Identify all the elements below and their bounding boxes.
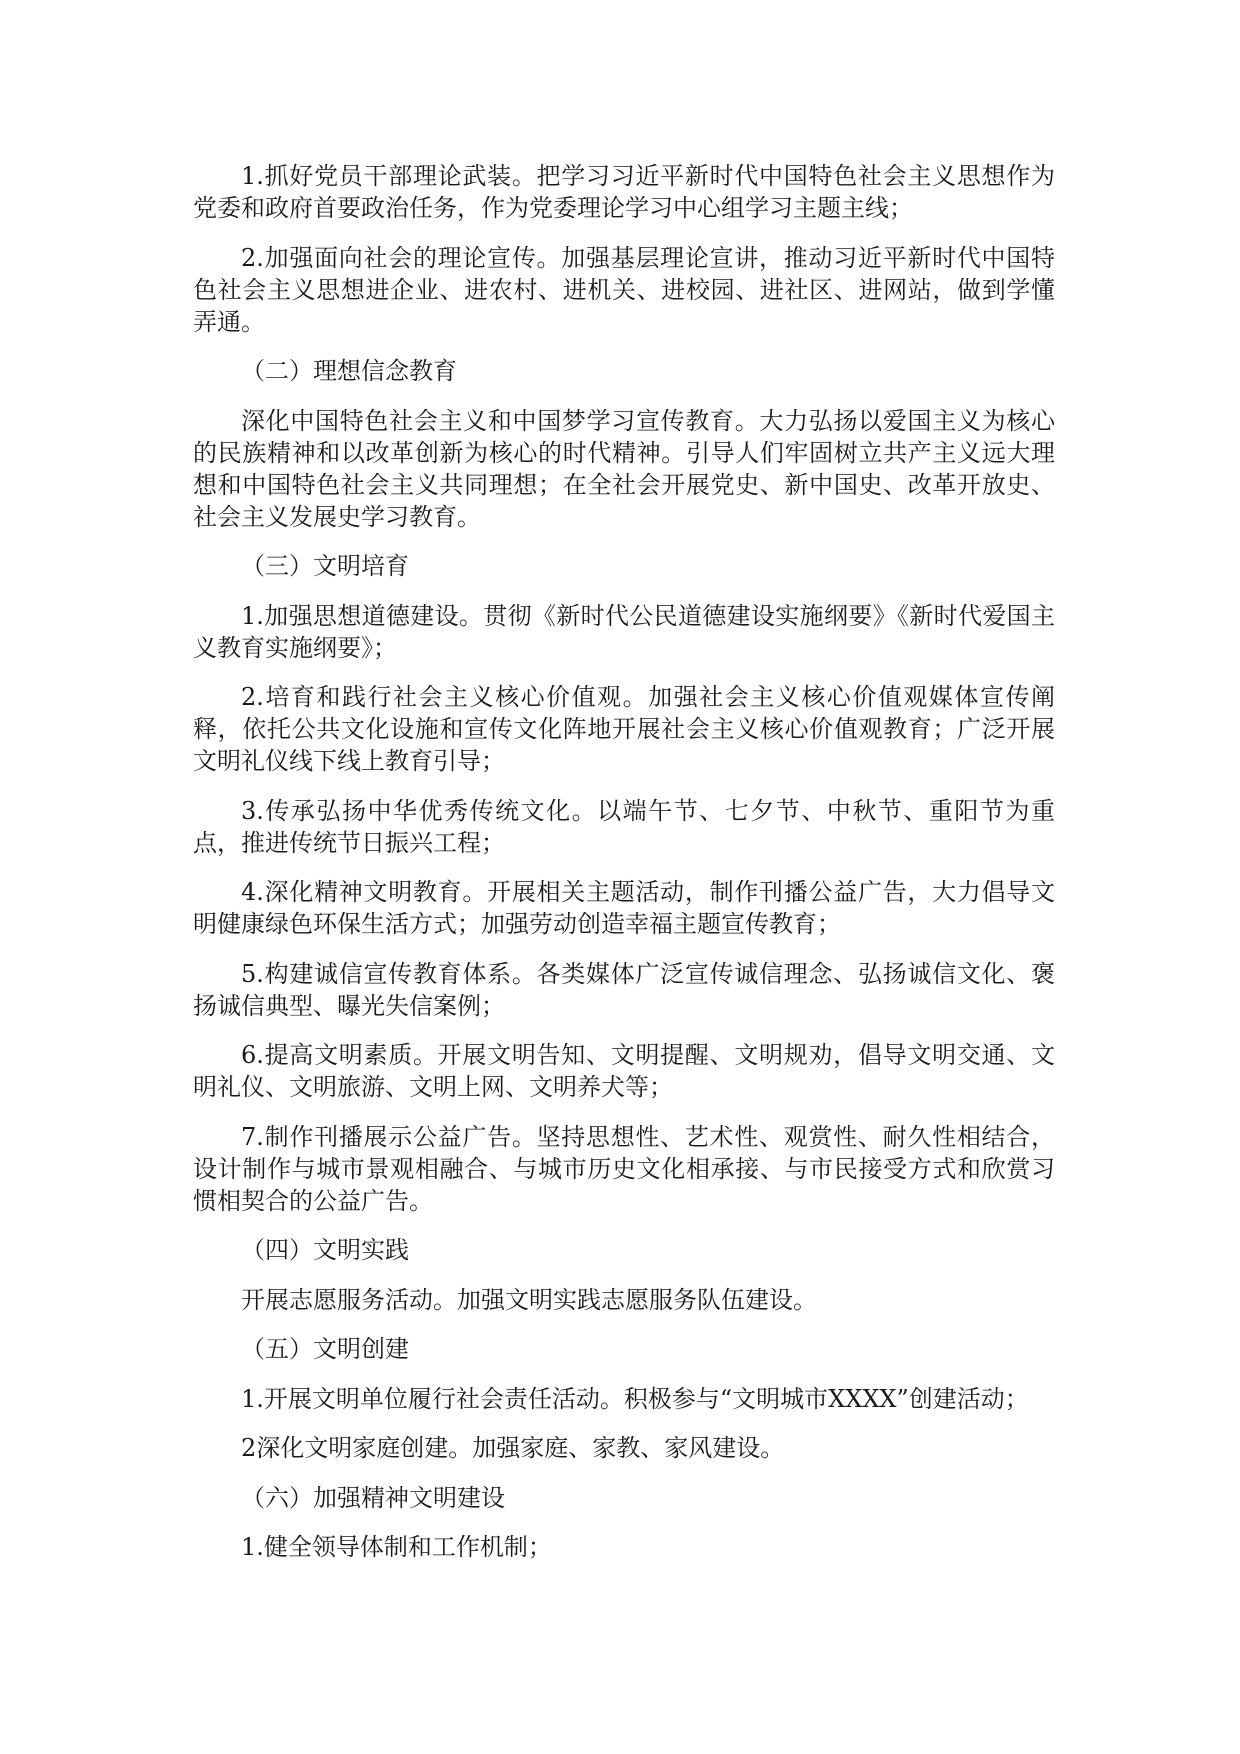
paragraph-leadership-mechanism: 1.健全领导体制和工作机制； [241,1533,552,1561]
section-heading-civilization-practice: （四）文明实践 [241,1236,409,1264]
paragraph-civilized-units: 1.开展文明单位履行社会责任活动。积极参与“文明城市XXXX”创建活动； [241,1384,1029,1413]
section-heading-civilization-cultivation: （三）文明培育 [241,552,409,580]
paragraph-theory-armament: 1.抓好党员干部理论武装。把学习习近平新时代中国特色社会主义思想作为党委和政府首要政治任务，作为党委理论学习中心组学习主题主线； [193,162,1055,222]
section-heading-spiritual-construction: （六）加强精神文明建设 [241,1483,505,1512]
paragraph-public-ads: 7.制作刊播展示公益广告。坚持思想性、艺术性、观赏性、耐久性相结合，设计制作与城市景观相融合、与城市历史文化相承接、与市民接受方式和欣赏习惯相契合的公益广告。 [193,1122,1055,1215]
paragraph-core-values: 2.培育和践行社会主义核心价值观。加强社会主义核心价值观媒体宣传阐释，依托公共文化设施和宣传文化阵地开展社会主义核心价值观教育；广泛开展文明礼仪线下线上教育引导； [193,683,1055,775]
document-body [193,160,1055,1581]
paragraph-theory-promotion: 2.加强面向社会的理论宣传。加强基层理论宣讲，推动习近平新时代中国特色社会主义思想进企业、进农村、进机关、进校园、进社区、进网站，做到学懂弄通。 [193,243,1055,336]
paragraph-civilized-families: 2深化文明家庭创建。加强家庭、家教、家风建设。 [241,1434,785,1462]
section-heading-ideals: （二）理想信念教育 [241,357,457,385]
paragraph-traditional-culture: 3.传承弘扬中华优秀传统文化。以端午节、七夕节、中秋节、重阳节为重点，推进传统节日振兴工程； [193,796,1055,857]
paragraph-volunteer-service: 开展志愿服务活动。加强文明实践志愿服务队伍建设。 [241,1285,817,1314]
paragraph-civility-quality: 6.提高文明素质。开展文明告知、文明提醒、文明规劝，倡导文明交通、文明礼仪、文明旅游、文明上网、文明养犬等； [193,1041,1055,1101]
paragraph-spiritual-education: 4.深化精神文明教育。开展相关主题活动，制作刊播公益广告，大力倡导文明健康绿色环保生活方式；加强劳动创造幸福主题宣传教育； [193,878,1055,938]
paragraph-integrity-system: 5.构建诚信宣传教育体系。各类媒体广泛宣传诚信理念、弘扬诚信文化、褒扬诚信典型、曝光失信案例； [193,959,1055,1020]
paragraph-moral-construction: 1.加强思想道德建设。贯彻《新时代公民道德建设实施纲要》《新时代爱国主义教育实施纲要》； [193,601,1055,662]
paragraph-ideals-education: 深化中国特色社会主义和中国梦学习宣传教育。大力弘扬以爱国主义为核心的民族精神和以改革创新为核心的时代精神。引导人们牢固树立共产主义远大理想和中国特色社会主义共同理想；在全社会开展党史、新中国史、改革开放史、社会主义发展史学习教育。 [193,406,1055,531]
section-heading-civilization-creation: （五）文明创建 [241,1335,409,1363]
